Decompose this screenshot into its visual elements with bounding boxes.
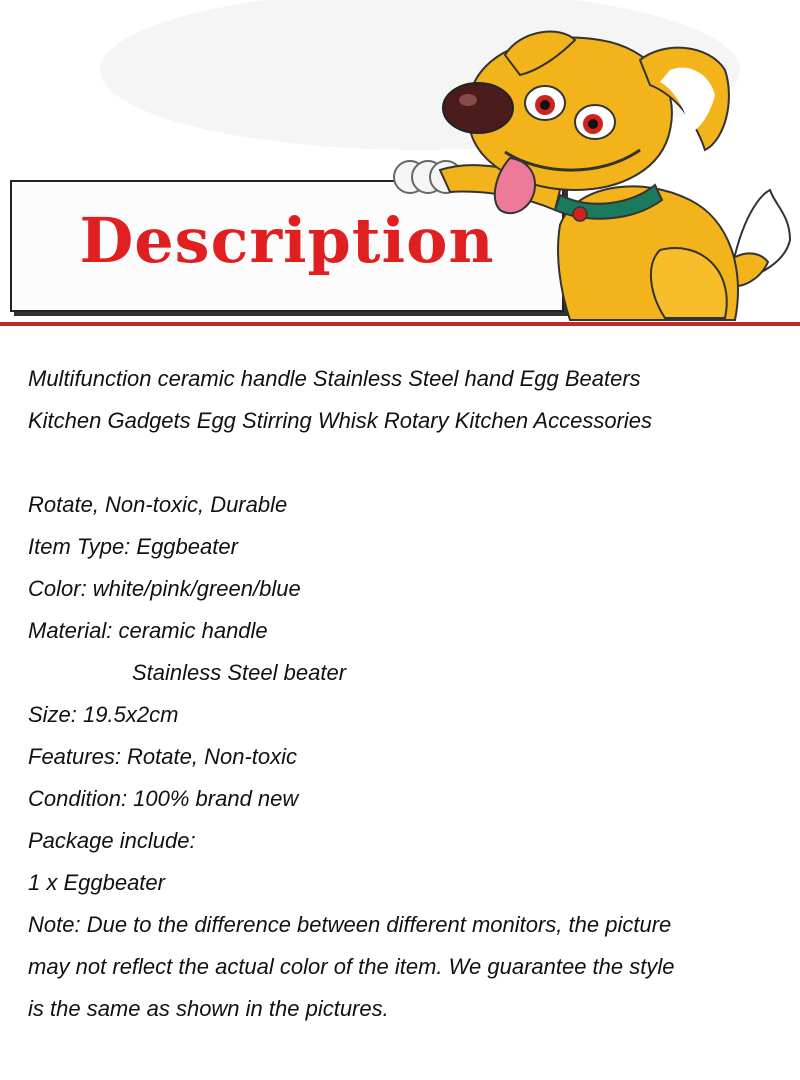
spec-package-item: 1 x Eggbeater	[28, 870, 165, 895]
note-line-1: Note: Due to the difference between different monitors, the picture	[28, 912, 672, 937]
header-divider	[0, 322, 800, 326]
spec-material: Material: ceramic handle	[28, 618, 268, 643]
spec-features-line: Rotate, Non-toxic, Durable	[28, 492, 288, 517]
spec-condition: Condition: 100% brand new	[28, 786, 299, 811]
note-line-3: is the same as shown in the pictures.	[28, 996, 389, 1021]
banner-title: Description	[79, 204, 495, 277]
spec-item-type: Item Type: Eggbeater	[28, 534, 238, 559]
spec-color: Color: white/pink/green/blue	[28, 576, 301, 601]
description-header	[0, 0, 800, 330]
spec-package-label: Package include:	[28, 828, 196, 853]
title-line-2: Kitchen Gadgets Egg Stirring Whisk Rotary Kitchen Accessories	[28, 408, 653, 433]
spec-material-2: Stainless Steel beater	[132, 660, 347, 685]
note-line-2: may not reflect the actual color of the item. We guarantee the style	[28, 954, 675, 979]
spec-features: Features: Rotate, Non-toxic	[28, 744, 298, 769]
spec-size: Size: 19.5x2cm	[28, 702, 179, 727]
cartoon-dog-illustration	[0, 0, 800, 330]
title-line-1: Multifunction ceramic handle Stainless Steel hand Egg Beaters	[28, 366, 641, 391]
